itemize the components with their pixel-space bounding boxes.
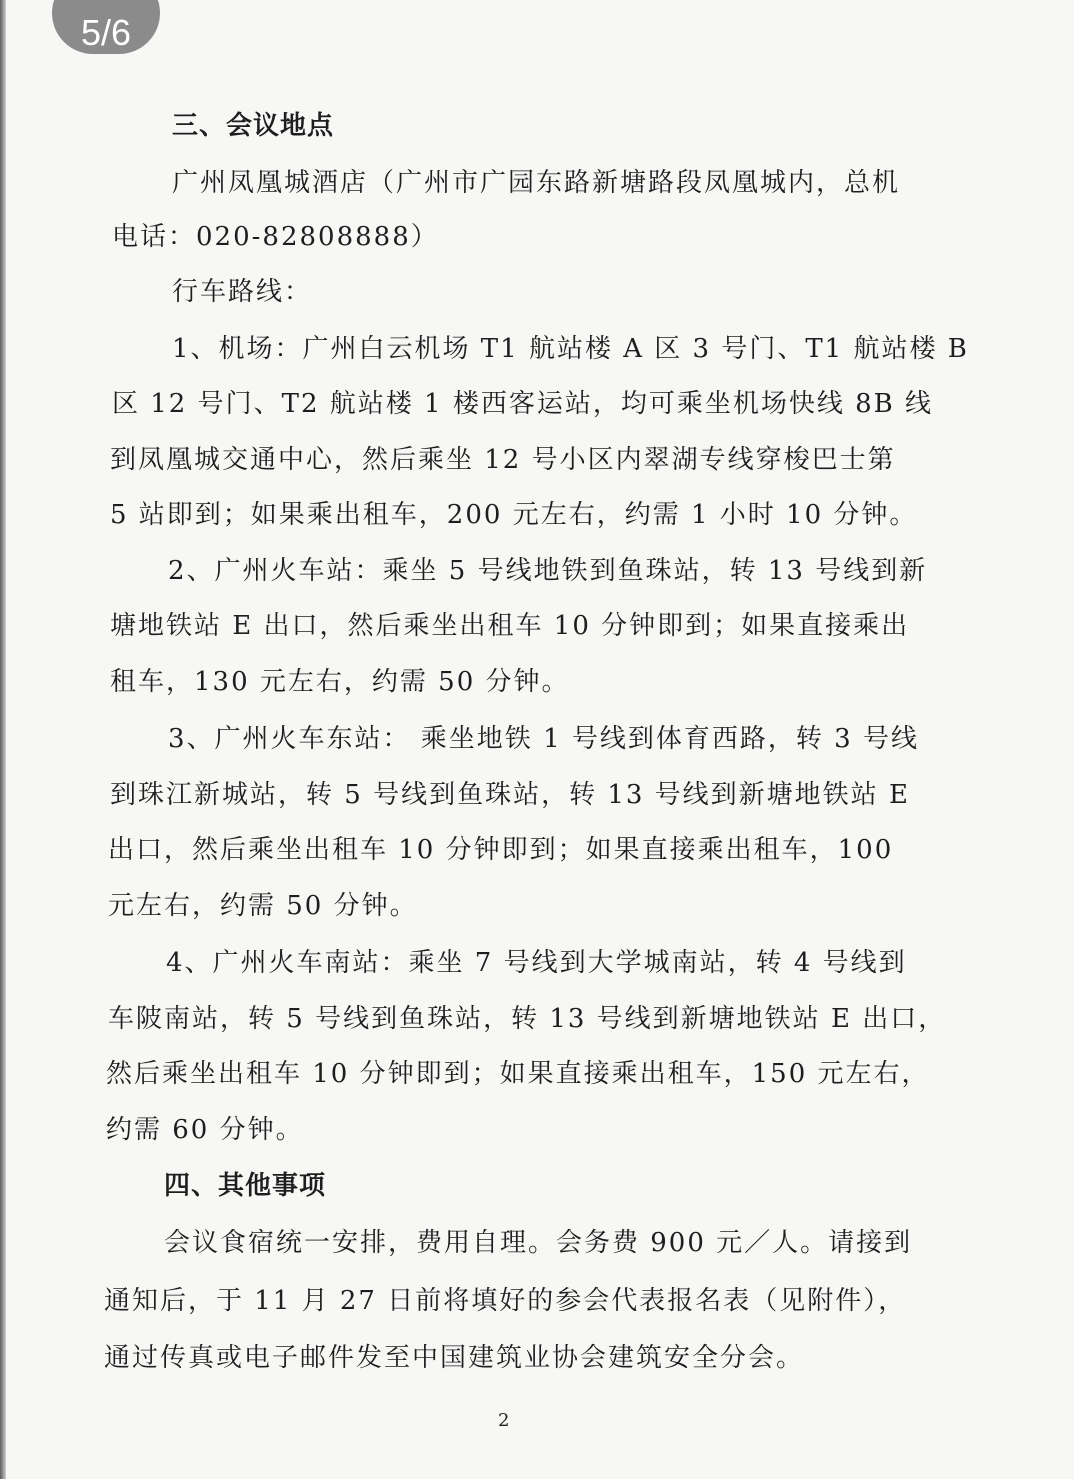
other-line-1: 会议食宿统一安排，费用自理。会务费 900 元／人。请接到 [164,1228,913,1258]
page-indicator-text: 5/6 [80,12,132,53]
route1-line-1: 1、机场：广州白云机场 T1 航站楼 A 区 3 号门、T1 航站楼 B [172,334,969,364]
route3-line-1: 3、广州火车东站： 乘坐地铁 1 号线到体育西路，转 3 号线 [168,724,919,754]
route4-line-4: 约需 60 分钟。 [106,1115,304,1145]
route4-line-2: 车陂南站，转 5 号线到鱼珠站，转 13 号线到新塘地铁站 E 出口， [108,1004,947,1034]
route1-line-4: 5 站即到；如果乘出租车，200 元左右，约需 1 小时 10 分钟。 [110,500,918,530]
other-line-2: 通知后，于 11 月 27 日前将填好的参会代表报名表（见附件）， [104,1286,907,1316]
route1-line-3: 到凤凰城交通中心，然后乘坐 12 号小区内翠湖专线穿梭巴士第 [110,445,896,475]
route3-line-2: 到珠江新城站，转 5 号线到鱼珠站，转 13 号线到新塘地铁站 E [110,780,910,810]
route2-line-2: 塘地铁站 E 出口，然后乘坐出租车 10 分钟即到；如果直接乘出 [110,611,910,641]
page-number: 2 [498,1410,510,1431]
route3-line-4: 元左右，约需 50 分钟。 [108,891,418,921]
route1-line-2: 区 12 号门、T2 航站楼 1 楼西客运站，均可乘坐机场快线 8B 线 [112,389,934,419]
route2-line-1: 2、广州火车站：乘坐 5 号线地铁到鱼珠站，转 13 号线到新 [168,556,928,586]
section3-heading: 三、会议地点 [172,111,335,141]
route4-line-1: 4、广州火车南站：乘坐 7 号线到大学城南站，转 4 号线到 [166,948,907,978]
venue-line-1: 广州凤凰城酒店（广州市广园东路新塘路段凤凰城内，总机 [172,168,901,198]
route4-line-3: 然后乘坐出租车 10 分钟即到；如果直接乘出租车，150 元左右， [106,1059,930,1089]
other-line-3: 通过传真或电子邮件发至中国建筑业协会建筑安全分会。 [104,1343,805,1373]
route2-line-3: 租车，130 元左右，约需 50 分钟。 [110,667,570,697]
route3-line-3: 出口，然后乘坐出租车 10 分钟即到；如果直接乘出租车，100 [108,835,894,865]
page-indicator-badge [52,0,160,54]
section4-heading: 四、其他事项 [164,1171,327,1201]
venue-line-2: 电话：020-82808888） [112,222,439,252]
route-title: 行车路线： [172,277,313,307]
page-edge-shadow [0,0,6,1479]
